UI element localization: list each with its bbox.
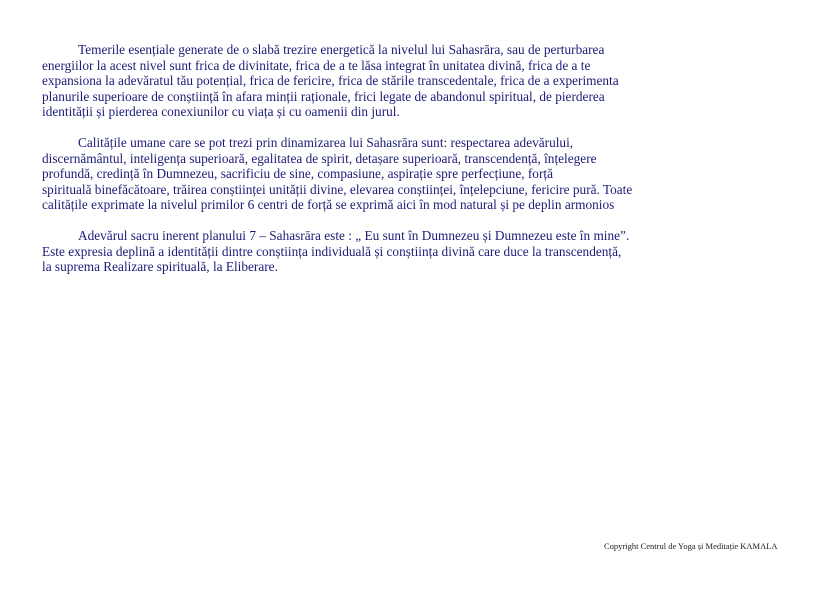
text-line: la suprema Realizare spirituală, la Eliberare. (42, 259, 278, 274)
text-line: Adevărul sacru inerent planului 7 – Sahasrāra este : „ Eu sunt în Dumnezeu și Dumnezeu este în mine”. (78, 228, 630, 243)
paragraph-qualities (42, 135, 742, 213)
text-line: spirituală binefăcătoare, trăirea conștiinței unității divine, elevarea conștiinței, înțelepciune, fericire pură. Toate (42, 181, 633, 197)
text-line: Calitățile umane care se pot trezi prin dinamizarea lui Sahasrāra sunt: respectarea adevărului, (78, 135, 574, 150)
paragraph-sacred-truth (42, 228, 742, 275)
text-line: planurile superioare de conștiință în afara minții raționale, frici legate de abandonul spiritual, de pierderea (42, 88, 605, 104)
text-line: identității și pierderea conexiunilor cu viața și cu oamenii din jurul. (42, 104, 400, 119)
text-line: calitățile exprimate la nivelul primilor 6 centri de forță se exprimă aici în mod natural și pe deplin armonios (42, 197, 615, 212)
text-line: discernământul, inteligența superioară, egalitatea de spirit, detașare superioară, transcendență, înțelegere (42, 150, 597, 166)
document-body (42, 42, 742, 290)
text-line: energiilor la acest nivel sunt frica de divinitate, frica de a te lăsa integrat în unitatea divină, frica de a te (42, 57, 591, 73)
paragraph-fears (42, 42, 742, 120)
copyright-footer: Copyright Centrul de Yoga și Meditație KAMALA (604, 541, 778, 551)
text-line: expansiona la adevăratul tău potențial, frica de fericire, frica de stările transcedentale, frica de a experimenta (42, 73, 619, 88)
text-line: Temerile esențiale generate de o slabă trezire energetică la nivelul lui Sahasrāra, sau de perturbarea (78, 42, 605, 57)
text-line: Este expresia deplină a identității dintre conștiința individuală și conștiința divină care duce la transcendență, (42, 243, 622, 259)
text-line: profundă, credință în Dumnezeu, sacrificiu de sine, compasiune, aspirație spre perfecțiune, forță (42, 166, 553, 181)
